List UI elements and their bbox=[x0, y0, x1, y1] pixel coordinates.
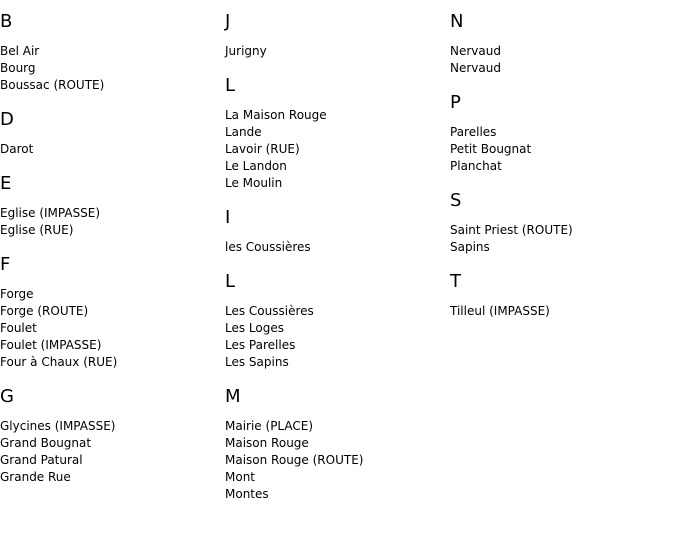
section-letter-heading: G bbox=[0, 386, 14, 407]
letter-section bbox=[225, 270, 445, 371]
index-column bbox=[225, 10, 445, 517]
street-link[interactable]: Forge bbox=[0, 287, 34, 301]
street-list bbox=[450, 124, 670, 175]
street-link[interactable]: Lande bbox=[225, 125, 262, 139]
section-letter-heading: B bbox=[0, 11, 13, 32]
letter-section bbox=[225, 385, 445, 503]
letter-section bbox=[225, 74, 445, 192]
street-link[interactable]: Saint Priest (ROUTE) bbox=[450, 223, 573, 237]
street-link[interactable]: Nervaud bbox=[450, 44, 501, 58]
street-link[interactable]: Sapins bbox=[450, 240, 490, 254]
street-list bbox=[225, 107, 445, 192]
street-link[interactable]: Grande Rue bbox=[0, 470, 71, 484]
section-letter-heading: T bbox=[450, 271, 461, 292]
section-letter-heading: I bbox=[225, 207, 231, 228]
letter-section bbox=[0, 253, 220, 371]
section-letter-heading: M bbox=[225, 386, 241, 407]
letter-section bbox=[450, 10, 670, 77]
street-link[interactable]: Foulet (IMPASSE) bbox=[0, 338, 102, 352]
street-link[interactable]: Grand Patural bbox=[0, 453, 83, 467]
section-letter-heading: P bbox=[450, 92, 461, 113]
letter-section bbox=[0, 10, 220, 94]
street-link[interactable]: Le Moulin bbox=[225, 176, 283, 190]
section-letter-heading: N bbox=[450, 11, 464, 32]
street-link[interactable]: Nervaud bbox=[450, 61, 501, 75]
street-link[interactable]: Darot bbox=[0, 142, 34, 156]
street-link[interactable]: Le Landon bbox=[225, 159, 287, 173]
street-link[interactable]: Mairie (PLACE) bbox=[225, 419, 314, 433]
street-list bbox=[0, 418, 220, 486]
street-list bbox=[0, 286, 220, 371]
street-list bbox=[450, 222, 670, 256]
section-letter-heading: S bbox=[450, 190, 462, 211]
street-link[interactable]: Four à Chaux (RUE) bbox=[0, 355, 118, 369]
index-column bbox=[450, 10, 670, 334]
street-link[interactable]: Jurigny bbox=[225, 44, 267, 58]
street-list bbox=[225, 43, 445, 60]
section-letter-heading: J bbox=[225, 11, 231, 32]
street-link[interactable]: Les Parelles bbox=[225, 338, 296, 352]
section-letter-heading: L bbox=[225, 75, 236, 96]
street-list bbox=[450, 43, 670, 77]
street-list bbox=[450, 303, 670, 320]
street-list bbox=[0, 205, 220, 239]
street-link[interactable]: les Coussières bbox=[225, 240, 311, 254]
street-link[interactable]: Montes bbox=[225, 487, 269, 501]
section-letter-heading: F bbox=[0, 254, 11, 275]
street-link[interactable]: Planchat bbox=[450, 159, 502, 173]
street-link[interactable]: Les Coussières bbox=[225, 304, 314, 318]
street-link[interactable]: Boussac (ROUTE) bbox=[0, 78, 105, 92]
street-list bbox=[225, 303, 445, 371]
street-link[interactable]: Grand Bougnat bbox=[0, 436, 92, 450]
section-letter-heading: L bbox=[225, 271, 236, 292]
street-list bbox=[225, 418, 445, 503]
section-letter-heading: E bbox=[0, 173, 12, 194]
street-list bbox=[0, 141, 220, 158]
street-link[interactable]: Glycines (IMPASSE) bbox=[0, 419, 116, 433]
street-link[interactable]: Lavoir (RUE) bbox=[225, 142, 300, 156]
street-link[interactable]: Bourg bbox=[0, 61, 36, 75]
street-link[interactable]: Tilleul (IMPASSE) bbox=[450, 304, 550, 318]
letter-section bbox=[225, 206, 445, 256]
letter-section bbox=[0, 385, 220, 486]
street-link[interactable]: Eglise (RUE) bbox=[0, 223, 74, 237]
section-letter-heading: D bbox=[0, 109, 14, 130]
street-link[interactable]: Les Sapins bbox=[225, 355, 289, 369]
street-link[interactable]: Bel Air bbox=[0, 44, 40, 58]
street-link[interactable]: Foulet bbox=[0, 321, 37, 335]
letter-section bbox=[450, 270, 670, 320]
street-list bbox=[225, 239, 445, 256]
letter-section bbox=[225, 10, 445, 60]
street-link[interactable]: Petit Bougnat bbox=[450, 142, 532, 156]
index-column bbox=[0, 10, 220, 500]
street-link[interactable]: Mont bbox=[225, 470, 256, 484]
letter-section bbox=[450, 91, 670, 175]
letter-section bbox=[0, 108, 220, 158]
street-link[interactable]: Forge (ROUTE) bbox=[0, 304, 89, 318]
letter-section bbox=[0, 172, 220, 239]
letter-section bbox=[450, 189, 670, 256]
street-link[interactable]: Maison Rouge bbox=[225, 436, 309, 450]
street-link[interactable]: La Maison Rouge bbox=[225, 108, 327, 122]
street-link[interactable]: Parelles bbox=[450, 125, 497, 139]
street-link[interactable]: Les Loges bbox=[225, 321, 284, 335]
street-list bbox=[0, 43, 220, 94]
street-link[interactable]: Eglise (IMPASSE) bbox=[0, 206, 101, 220]
street-link[interactable]: Maison Rouge (ROUTE) bbox=[225, 453, 364, 467]
